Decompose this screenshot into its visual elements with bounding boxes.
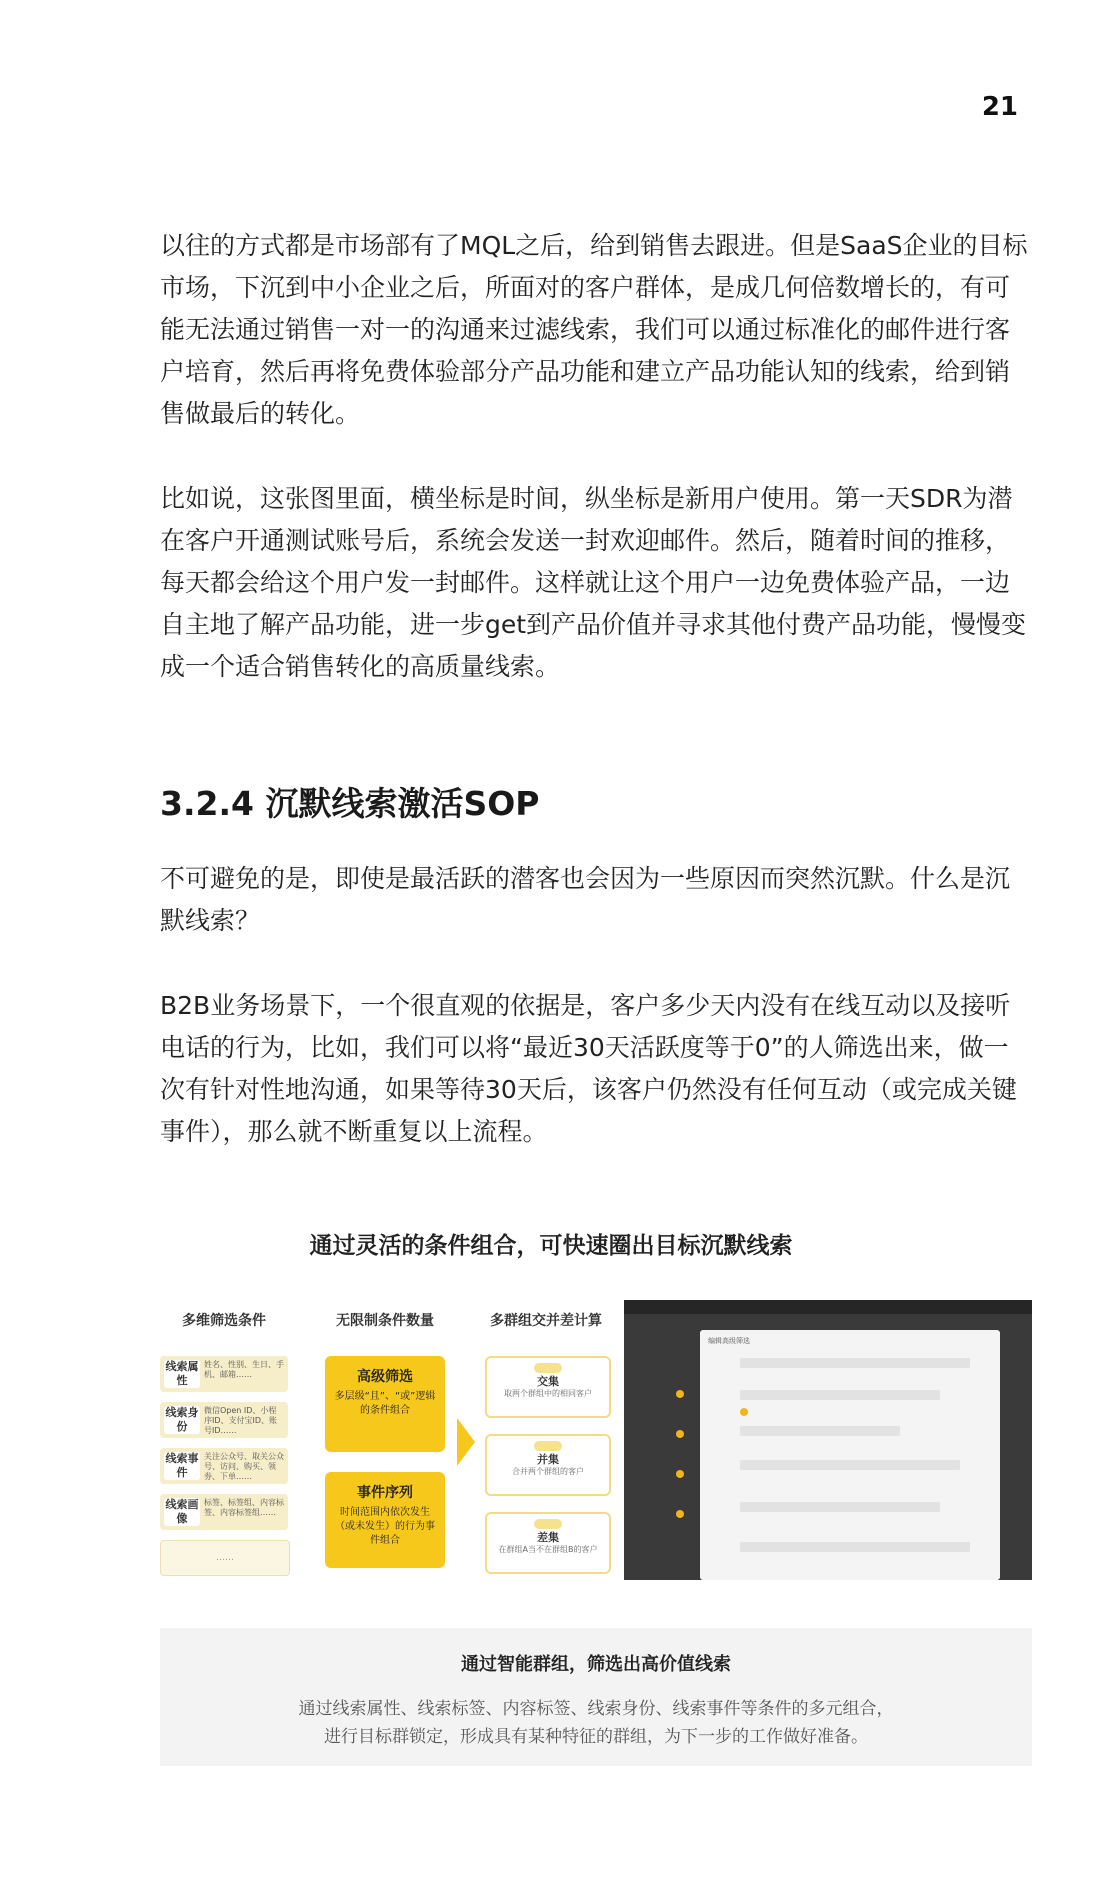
side-dot [676,1390,684,1398]
side-dot [676,1470,684,1478]
condition-row [160,1356,288,1392]
column-head-conditions: 多维筛选条件 [182,1313,266,1329]
dialog-title: 编辑高级筛选 [708,1337,750,1345]
condition-row [160,1494,288,1530]
set-title: 交集 [537,1375,559,1388]
filter-dialog [700,1330,1000,1580]
product-screenshot [624,1300,1032,1580]
condition-tag: 线索画像 [165,1498,199,1525]
dialog-field [740,1502,940,1512]
side-dot [676,1430,684,1438]
column-head-count: 无限制条件数量 [336,1313,434,1329]
venn-icon [534,1441,562,1451]
figure-title: 通过灵活的条件组合，可快速圈出目标沉默线索 [309,1233,793,1259]
event-sequence-desc: 时间范围内依次发生（或未发生）的行为事件组合 [335,1507,435,1546]
set-desc: 在群组A当不在群组B的客户 [498,1545,598,1554]
dialog-field [740,1460,960,1470]
dialog-field [740,1542,970,1552]
paragraph-2: 比如说，这张图里面，横坐标是时间，纵坐标是新用户使用。第一天SDR为潜在客户开通测试账号后，系统会发送一封欢迎邮件。然后，随着时间的推移，每天都会给这个用户发一封邮件。这样就让这个用户一边免费体验产品，一边自主地了解产品功能，进一步get到产品价值并寻求其他付费产品功能，慢慢变成一个适合销售转化的高质量线索。 [160,484,1027,681]
set-title: 并集 [537,1453,559,1466]
condition-text: 标签、标签组、内容标签、内容标签组…… [204,1498,284,1517]
caption-line-2: 进行目标群锁定，形成具有某种特征的群组，为下一步的工作做好准备。 [324,1727,868,1747]
set-union-box [485,1434,611,1496]
advanced-filter-desc: 多层级“且”、“或”逻辑的条件组合 [334,1391,436,1416]
dialog-field [740,1426,900,1436]
condition-row [160,1448,288,1484]
set-desc: 合并两个群组的客户 [512,1467,584,1476]
caption-title: 通过智能群组，筛选出高价值线索 [461,1654,731,1675]
condition-tag: 线索事件 [165,1452,199,1479]
dialog-field [740,1358,970,1368]
condition-text: 姓名、性别、生日、手机、邮箱…… [204,1360,284,1379]
column-head-sets: 多群组交并差计算 [490,1313,602,1329]
figure [160,1300,1032,1580]
section-heading: 3.2.4 沉默线索激活SOP [160,784,540,823]
advanced-filter-title: 高级筛选 [357,1369,413,1385]
set-intersection-box [485,1356,611,1418]
caption-line-1: 通过线索属性、线索标签、内容标签、线索身份、线索事件等条件的多元组合， [298,1699,894,1719]
dialog-dot [740,1408,748,1416]
chevron-right-icon [457,1418,475,1466]
paragraph-3: 不可避免的是，即使是最活跃的潜客也会因为一些原因而突然沉默。什么是沉默线索？ [160,864,1011,935]
side-dot [676,1510,684,1518]
advanced-filter-box [325,1356,445,1452]
venn-icon [534,1363,562,1373]
caption-box [160,1628,1032,1766]
paragraph-1: 以往的方式都是市场部有了MQL之后，给到销售去跟进。但是SaaS企业的目标市场，下沉到中小企业之后，所面对的客户群体，是成几何倍数增长的，有可能无法通过销售一对一的沟通来过滤线索，我们可以通过标准化的邮件进行客户培育，然后再将免费体验部分产品功能和建立产品功能认知的线索，给到销售做最后的转化。 [160,231,1028,428]
set-title: 差集 [537,1531,559,1544]
condition-text: 关注公众号、取关公众号、访问、购买、领券、下单…… [204,1452,284,1481]
event-sequence-box [325,1472,445,1568]
condition-row [160,1402,288,1438]
screenshot-topbar [624,1300,1032,1314]
venn-icon [534,1519,562,1529]
event-sequence-title: 事件序列 [357,1485,413,1501]
condition-tag: 线索身份 [165,1406,199,1433]
set-desc: 取两个群组中的相同客户 [504,1389,592,1398]
condition-tag: 线索属性 [165,1360,199,1387]
condition-text: 微信Open ID、小程序ID、支付宝ID、账号ID…… [204,1406,278,1435]
condition-more: …… [160,1540,290,1576]
page-number: 21 [981,92,1018,122]
set-difference-box [485,1512,611,1574]
dialog-field [740,1390,940,1400]
paragraph-4: B2B业务场景下，一个很直观的依据是，客户多少天内没有在线互动以及接听电话的行为，比如，我们可以将“最近30天活跃度等于0”的人筛选出来，做一次有针对性地沟通，如果等待30天后，该客户仍然没有任何互动（或完成关键事件），那么就不断重复以上流程。 [160,991,1017,1146]
